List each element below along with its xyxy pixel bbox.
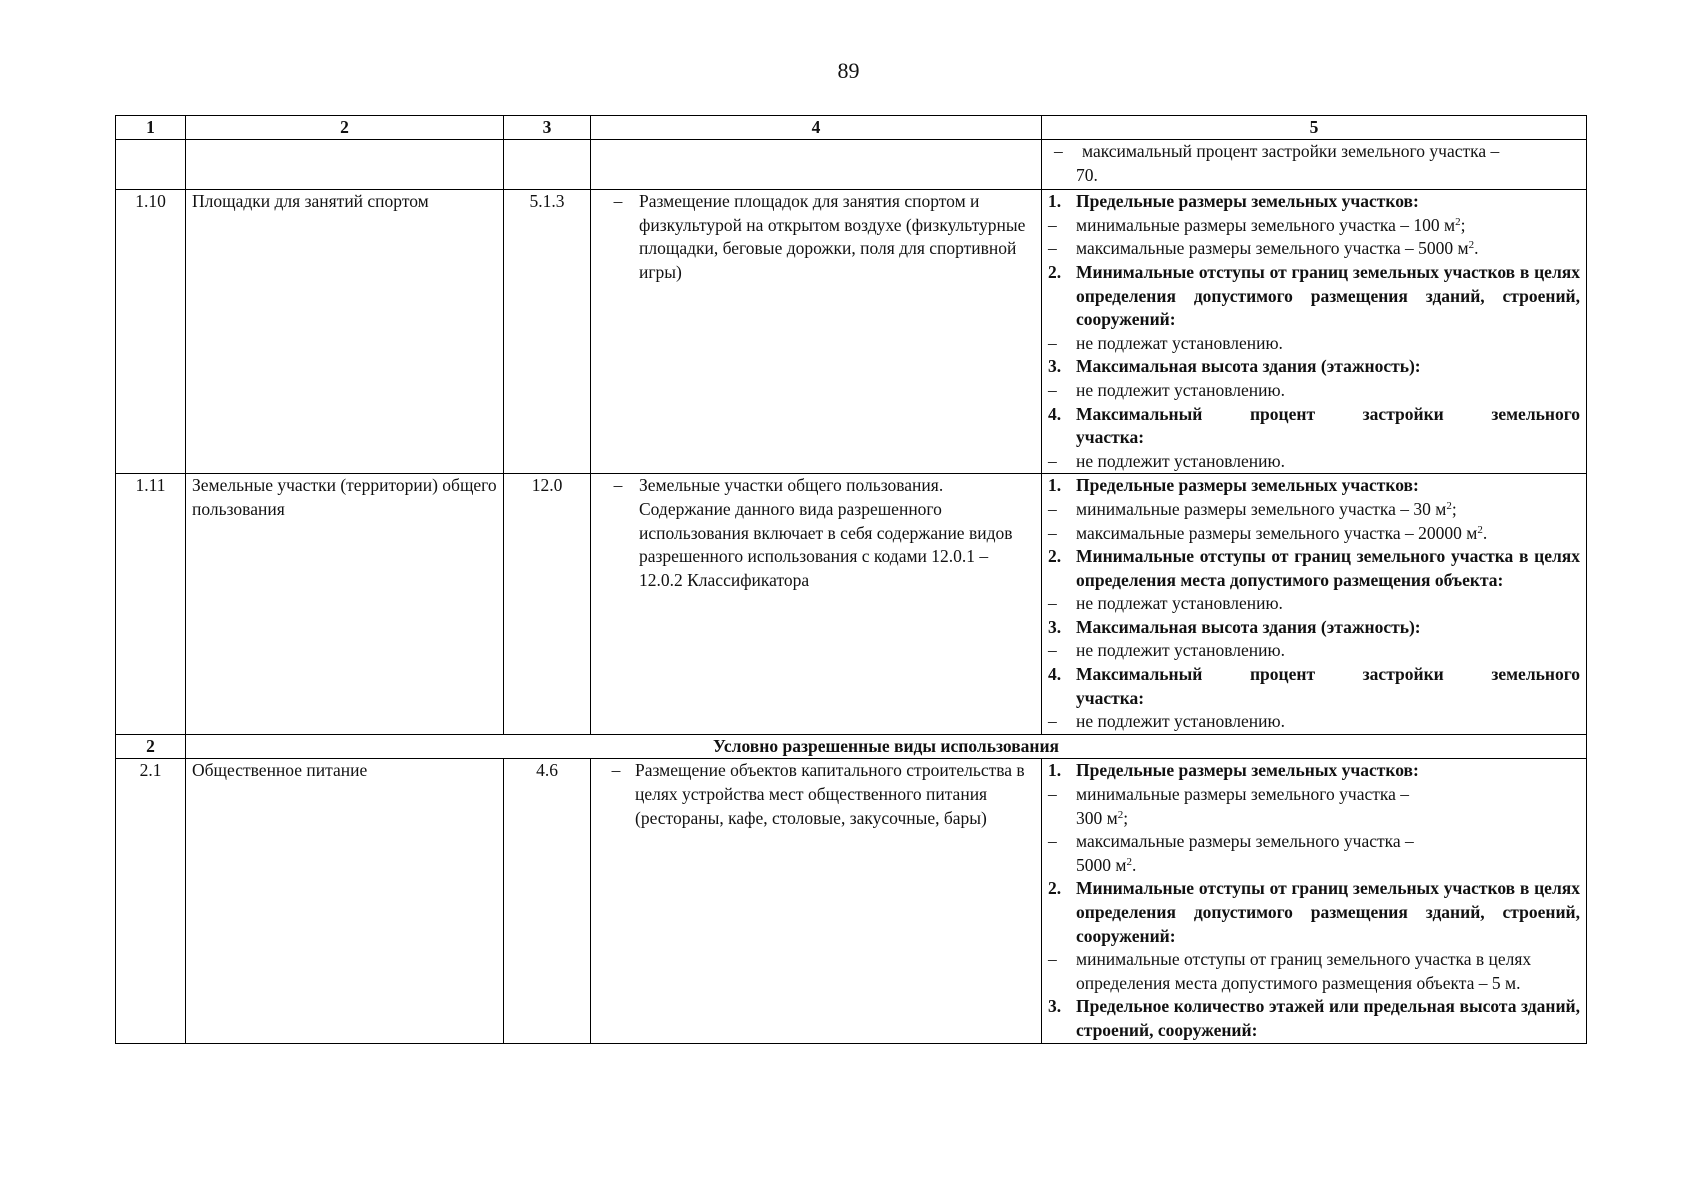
param-heading: Минимальные отступы от границ земельных участков в целях определения допустимого размещения зданий, строений, сооружений:	[1076, 878, 1580, 946]
use-code: 12.0	[504, 474, 591, 735]
parameters-cell: 1. Предельные размеры земельных участков: – минимальные размеры земельного участка – 100 $м^2$; – максимальные размеры земельного участка – 5000 $м^2$. 2. Минимальные отступы от границ земельных участков в целях определения допустимого размещения зданий, строений, сооружений: – не подлежат установлению. 3. Максимальная высота здания (этажность): – не подлежит установлению. 4. Максимальный процент застройки земельного участка: – не подлежит установлению.	[1042, 190, 1587, 474]
param-heading: Максимальный процент застройки земельного	[1076, 403, 1580, 424]
col-header-2: 2	[186, 116, 504, 140]
param-value: не подлежит установлению.	[1076, 711, 1285, 732]
param-value: минимальные отступы от границ земельного участка в целях определения места допустимого размещения объекта – 5 м.	[1076, 949, 1532, 993]
use-description	[591, 474, 1042, 735]
section-row	[116, 734, 1587, 759]
param-value: не подлежит установлению.	[1076, 640, 1285, 661]
col-header-3: 3	[504, 116, 591, 140]
param-min-size: минимальные размеры земельного участка – 30 м	[1076, 498, 1447, 519]
page-number: 89	[837, 58, 860, 83]
row-number: 1.11	[116, 474, 186, 735]
dash-marker: –	[1054, 141, 1063, 161]
cont-value: 70.	[1076, 164, 1098, 185]
param-value: не подлежит установлению.	[1076, 450, 1285, 471]
use-type-name: Площадки для занятий спортом	[186, 190, 504, 474]
dash-marker: –	[613, 475, 623, 496]
description-text: Размещение объектов капитального строительства в целях устройства мест общественного питания (рестораны, кафе, столовые, закусочные, бары)	[635, 760, 1025, 828]
parameters-cell: 1. Предельные размеры земельных участков: – минимальные размеры земельного участка – 300 $м^2$; – максимальные размеры земельного участка – 5000 $м^2$. 2. Минимальные отступы от границ земельных участков в целях определения допустимого размещения зданий, строений, сооружений: – минимальные отступы от границ земельного участка в целях определения места допустимого размещения объекта – 5 м. 3. Предельное количество этажей или предельная высота зданий, строений, сооружений:	[1042, 759, 1587, 1043]
use-description	[591, 190, 1042, 474]
table-row	[116, 474, 1587, 735]
table-row	[116, 190, 1587, 474]
param-value: не подлежат установлению.	[1076, 332, 1283, 353]
col-header-5: 5	[1042, 116, 1587, 140]
param-max-size: максимальные размеры земельного участка – 5000 м	[1076, 238, 1469, 259]
param-heading: Предельное количество этажей или предельная высота зданий, строений, сооружений:	[1076, 996, 1580, 1040]
param-heading: Предельные размеры земельных участков:	[1076, 475, 1419, 496]
parameters-cell: 1. Предельные размеры земельных участков: – минимальные размеры земельного участка – 30 $м^2$; – максимальные размеры земельного участка – 20000 $м^2$. 2. Минимальные отступы от границ земельного участка в целях определения места допустимого размещения объекта: – не подлежат установлению. 3. Максимальная высота здания (этажность): – не подлежит установлению. 4. Максимальный процент застройки земельного участка: – не подлежит установлению.	[1042, 474, 1587, 735]
param-heading: Максимальный процент застройки земельного	[1076, 664, 1580, 685]
param-min-size: минимальные размеры земельного участка –	[1076, 784, 1410, 805]
description-text: Размещение площадок для занятия спортом и физкультурой на открытом воздухе (физкультурные площадки, беговые дорожки, поля для спортивной игры)	[639, 191, 1026, 282]
section-title: Условно разрешенные виды использования	[186, 734, 1587, 759]
param-heading: Минимальные отступы от границ земельных участков в целях определения допустимого размещения зданий, строений, сооружений:	[1076, 261, 1580, 330]
use-description	[591, 759, 1042, 1043]
row-number: 1.10	[116, 190, 186, 474]
description-text: Земельные участки общего пользования. Содержание данного вида разрешенного использования включает в себя содержание видов разрешенного использования с кодами 12.0.1 – 12.0.2 Классификатора	[639, 475, 1013, 590]
zoning-table	[115, 115, 1587, 1044]
param-value: не подлежит установлению.	[1076, 379, 1285, 400]
dash-marker: –	[611, 760, 621, 781]
use-code: 4.6	[504, 759, 591, 1043]
use-type-name: Земельные участки (территории) общего пользования	[186, 474, 504, 735]
use-code: 5.1.3	[504, 190, 591, 474]
param-max-size: максимальные размеры земельного участка – 20000 м	[1076, 522, 1478, 543]
header-row	[116, 116, 1587, 140]
section-number: 2	[116, 734, 186, 759]
param-min-size: минимальные размеры земельного участка – 100 м	[1076, 214, 1456, 235]
param-heading: Предельные размеры земельных участков:	[1076, 760, 1419, 781]
param-heading: Максимальная высота здания (этажность):	[1076, 356, 1421, 377]
table-row	[116, 759, 1587, 1043]
cont-text: максимальный процент застройки земельного участка –	[1082, 141, 1500, 161]
row-number: 2.1	[116, 759, 186, 1043]
col-header-4: 4	[591, 116, 1042, 140]
param-heading: Максимальная высота здания (этажность):	[1076, 616, 1421, 637]
col-header-1: 1	[116, 116, 186, 140]
param-max-size: максимальные размеры земельного участка –	[1076, 831, 1414, 852]
param-value: не подлежат установлению.	[1076, 593, 1283, 614]
param-heading: Предельные размеры земельных участков:	[1076, 191, 1419, 212]
dash-marker: –	[613, 191, 623, 212]
table-row-continuation	[116, 140, 1587, 190]
use-type-name: Общественное питание	[186, 759, 504, 1043]
param-heading: Минимальные отступы от границ земельного участка в целях определения места допустимого размещения объекта:	[1076, 546, 1580, 590]
